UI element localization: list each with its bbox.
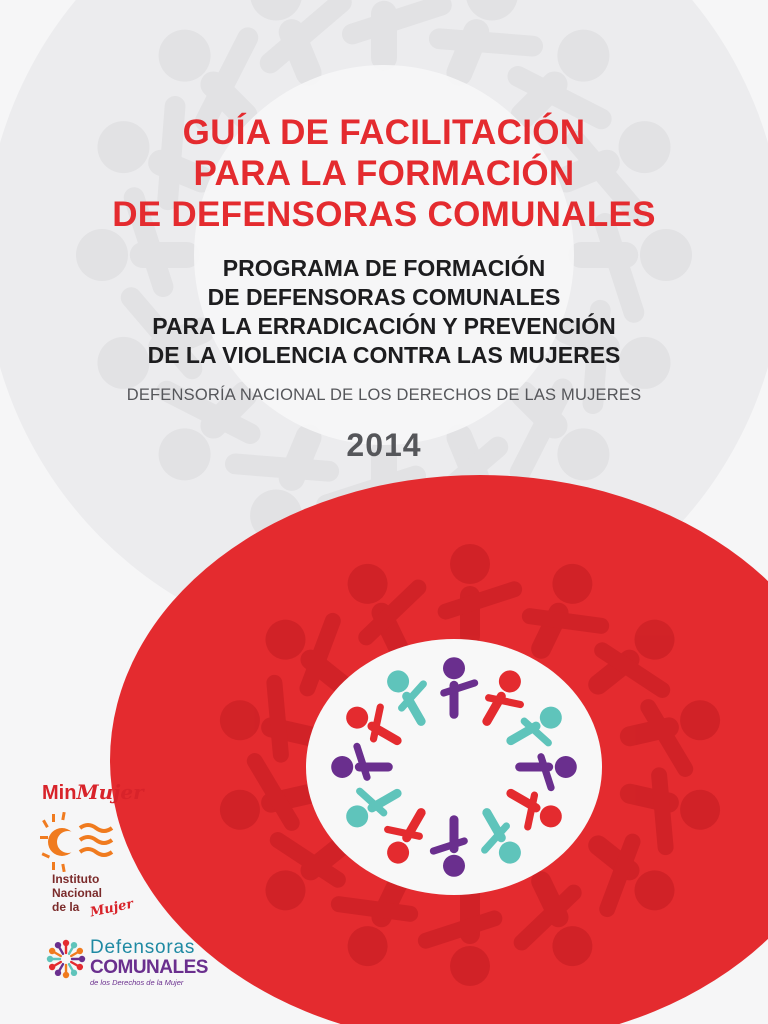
ring-arm xyxy=(71,953,77,957)
ring-arm xyxy=(71,962,77,966)
main-title xyxy=(0,112,768,235)
ring-arm xyxy=(69,948,73,954)
defensoras-line3: de los Derechos de la Mujer xyxy=(90,978,184,987)
minmujer-logo xyxy=(42,780,144,805)
defensoras-logo-text xyxy=(90,938,290,987)
subtitle xyxy=(0,254,768,370)
organization-name: DEFENSORÍA NACIONAL DE LOS DERECHOS DE LAS MUJERES xyxy=(126,386,642,404)
publication-year: 2014 xyxy=(346,427,422,463)
instituto-logo-text xyxy=(52,872,162,921)
instituto-sun-icon xyxy=(40,812,120,872)
subtitle-line: DE LA VIOLENCIA CONTRA LAS MUJERES xyxy=(147,342,621,368)
ring-arm xyxy=(60,948,64,954)
minmujer-prefix: Min xyxy=(42,782,77,804)
instituto-line1: Instituto xyxy=(52,872,100,886)
instituto-line3: de la xyxy=(52,900,80,914)
ring-arm xyxy=(69,964,73,970)
minmujer-suffix: Mujer xyxy=(76,780,144,804)
defensoras-line2: COMUNALES xyxy=(90,957,208,978)
instituto-mujer: Mujer xyxy=(88,896,135,921)
main-title-line: GUÍA DE FACILITACIÓN xyxy=(182,113,586,152)
main-title-line: PARA LA FORMACIÓN xyxy=(193,154,575,193)
main-title-line: DE DEFENSORAS COMUNALES xyxy=(112,195,656,234)
subtitle-line: PROGRAMA DE FORMACIÓN xyxy=(222,255,546,281)
instituto-line2: Nacional xyxy=(52,886,103,900)
ring-arm xyxy=(60,964,64,970)
ring-arm xyxy=(55,962,61,966)
defensoras-line1: Defensoras xyxy=(90,937,196,958)
ring-arm xyxy=(55,953,61,957)
subtitle-line: DE DEFENSORAS COMUNALES xyxy=(207,284,561,310)
subtitle-line: PARA LA ERRADICACIÓN Y PREVENCIÓN xyxy=(152,313,616,339)
defensoras-ring-icon xyxy=(44,937,88,981)
